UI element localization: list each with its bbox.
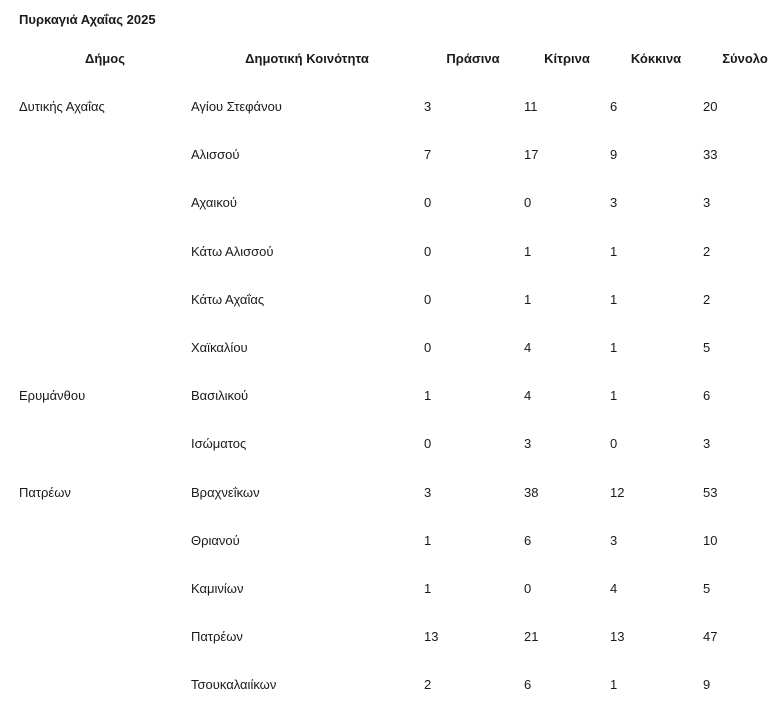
cell-koinotita: Βασιλικού [191, 388, 249, 403]
cell-kokkina: 13 [610, 629, 625, 644]
cell-kokkina: 1 [610, 244, 618, 259]
cell-koinotita: Κάτω Αχαΐας [191, 292, 265, 307]
header-prasina: Πράσινα [446, 51, 500, 66]
cell-kokkina: 1 [610, 292, 618, 307]
table-row [0, 292, 782, 310]
cell-prasina: 3 [424, 99, 432, 114]
table-row [0, 677, 782, 695]
cell-koinotita: Χαϊκαλίου [191, 340, 248, 355]
cell-kitrina: 11 [524, 99, 538, 114]
cell-kitrina: 17 [524, 147, 539, 162]
cell-synolo: 3 [703, 195, 711, 210]
cell-kokkina: 9 [610, 147, 618, 162]
cell-kitrina: 1 [524, 292, 532, 307]
header-synolo: Σύνολο [722, 51, 768, 66]
cell-koinotita: Αλισσού [191, 147, 240, 162]
cell-synolo: 2 [703, 244, 711, 259]
header-koinotita: Δημοτική Κοινότητα [245, 51, 369, 66]
table-row [0, 195, 782, 213]
cell-kokkina: 3 [610, 195, 618, 210]
cell-kitrina: 1 [524, 244, 532, 259]
cell-synolo: 9 [703, 677, 711, 692]
cell-koinotita: Αχαικού [191, 195, 237, 210]
cell-synolo: 47 [703, 629, 718, 644]
cell-prasina: 2 [424, 677, 432, 692]
cell-kitrina: 0 [524, 581, 532, 596]
cell-prasina: 1 [424, 581, 432, 596]
cell-prasina: 1 [424, 533, 432, 548]
cell-synolo: 20 [703, 99, 718, 114]
cell-koinotita: Καμινίων [191, 581, 244, 596]
cell-prasina: 0 [424, 244, 432, 259]
table-row [0, 99, 782, 117]
cell-synolo: 2 [703, 292, 711, 307]
cell-dimos: Δυτικής Αχαΐας [19, 99, 105, 114]
cell-kitrina: 4 [524, 340, 532, 355]
table-row [0, 629, 782, 647]
cell-kitrina: 6 [524, 677, 532, 692]
cell-synolo: 3 [703, 436, 711, 451]
cell-prasina: 0 [424, 436, 432, 451]
cell-prasina: 0 [424, 340, 432, 355]
cell-synolo: 5 [703, 581, 711, 596]
cell-prasina: 13 [424, 629, 439, 644]
cell-koinotita: Βραχνεΐκων [191, 485, 260, 500]
cell-synolo: 6 [703, 388, 711, 403]
table-header [0, 51, 782, 69]
cell-kokkina: 0 [610, 436, 618, 451]
header-kitrina: Κίτρινα [544, 51, 590, 66]
table-row [0, 147, 782, 165]
cell-synolo: 5 [703, 340, 711, 355]
cell-kitrina: 21 [524, 629, 539, 644]
cell-koinotita: Ισώματος [191, 436, 247, 451]
cell-synolo: 53 [703, 485, 718, 500]
cell-synolo: 10 [703, 533, 718, 548]
cell-kitrina: 4 [524, 388, 532, 403]
cell-kitrina: 38 [524, 485, 539, 500]
cell-prasina: 1 [424, 388, 432, 403]
cell-kokkina: 6 [610, 99, 618, 114]
table-row [0, 340, 782, 358]
cell-koinotita: Πατρέων [191, 629, 243, 644]
cell-synolo: 33 [703, 147, 718, 162]
cell-prasina: 0 [424, 195, 432, 210]
cell-prasina: 7 [424, 147, 432, 162]
cell-dimos: Πατρέων [19, 485, 71, 500]
cell-prasina: 0 [424, 292, 432, 307]
cell-dimos: Ερυμάνθου [19, 388, 86, 403]
cell-kitrina: 0 [524, 195, 532, 210]
cell-prasina: 3 [424, 485, 432, 500]
table-row [0, 581, 782, 599]
table-row [0, 388, 782, 406]
table-row [0, 485, 782, 503]
cell-kokkina: 1 [610, 677, 618, 692]
table-row [0, 436, 782, 454]
page-title: Πυρκαγιά Αχαΐας 2025 [19, 12, 156, 27]
table-row [0, 244, 782, 262]
header-dimos: Δήμος [85, 51, 125, 66]
table-row [0, 533, 782, 551]
cell-kokkina: 1 [610, 340, 618, 355]
cell-koinotita: Τσουκαλαιίκων [191, 677, 277, 692]
cell-kitrina: 6 [524, 533, 532, 548]
cell-kokkina: 12 [610, 485, 625, 500]
cell-kokkina: 3 [610, 533, 618, 548]
cell-koinotita: Κάτω Αλισσού [191, 244, 274, 259]
cell-kokkina: 4 [610, 581, 618, 596]
cell-koinotita: Θριανού [191, 533, 240, 548]
cell-kokkina: 1 [610, 388, 618, 403]
cell-kitrina: 3 [524, 436, 532, 451]
header-kokkina: Κόκκινα [630, 51, 682, 66]
cell-koinotita: Αγίου Στεφάνου [191, 99, 282, 114]
